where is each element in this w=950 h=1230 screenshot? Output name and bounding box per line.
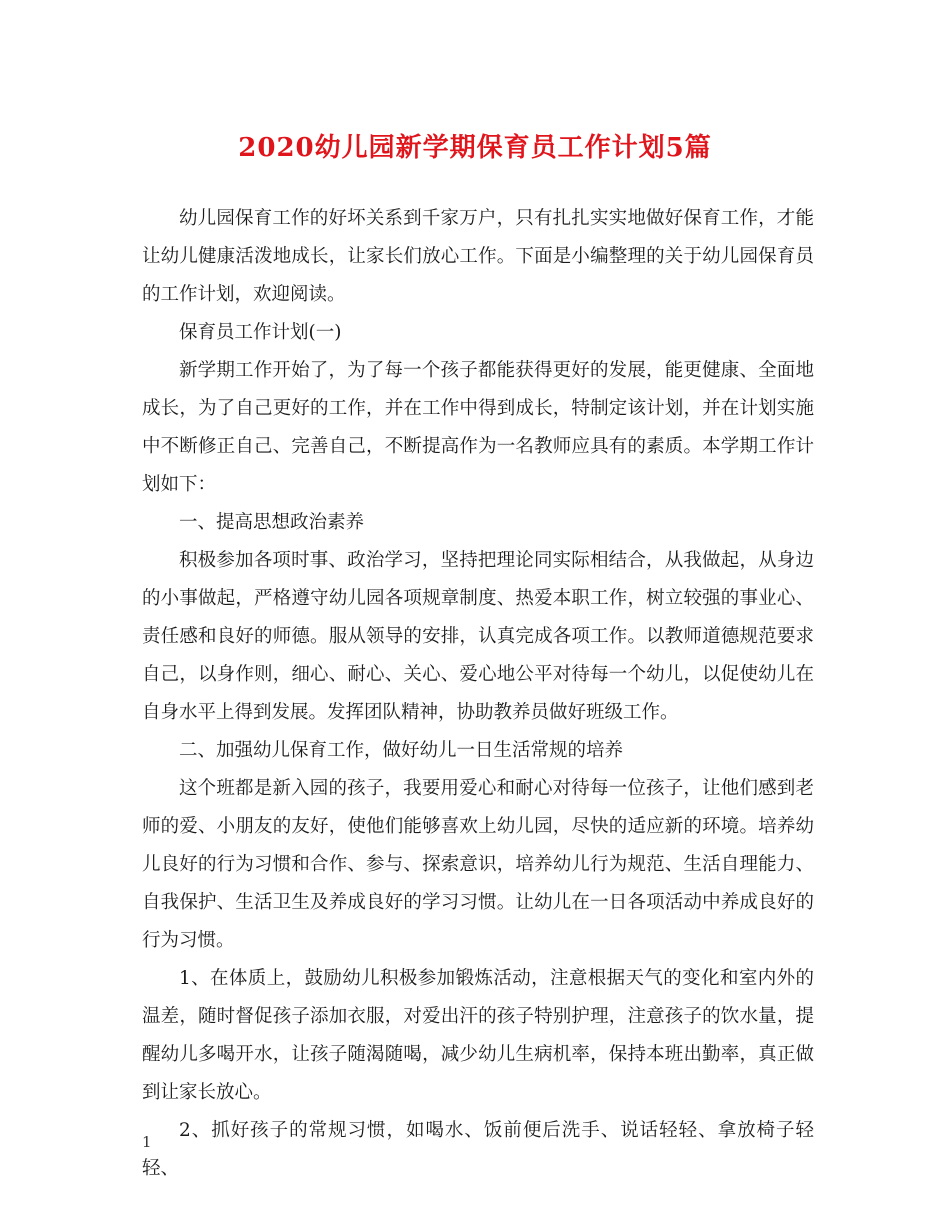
document-title: 2020幼儿园新学期保育员工作计划5篇: [238, 133, 712, 163]
list-item-physical: 1、在体质上，鼓励幼儿积极参加锻炼活动，注意根据天气的变化和室内外的温差，随时督促孩子添加衣服，对爱出汗的孩子特别护理，注意孩子的饮水量，提醒幼儿多喝开水，让孩子随渴随喝，减少幼儿生病机率，保持本班出勤率，真正做到让家长放心。: [142, 968, 814, 1103]
document-body: [142, 200, 814, 1188]
intro-paragraph: 幼儿园保育工作的好坏关系到千家万户，只有扎扎实实地做好保育工作，才能让幼儿健康活泼地成长，让家长们放心工作。下面是小编整理的关于幼儿园保育员的工作计划，欢迎阅读。: [142, 208, 814, 305]
heading-childcare-routine: 二、加强幼儿保育工作，做好幼儿一日生活常规的培养: [179, 740, 624, 761]
list-item-habits: 2、抓好孩子的常规习惯，如喝水、饭前便后洗手、说话轻轻、拿放椅子轻轻、: [142, 1120, 814, 1179]
heading-political-quality: 一、提高思想政治素养: [179, 512, 365, 533]
plan-intro-paragraph: 新学期工作开始了，为了每一个孩子都能获得更好的发展，能更健康、全面地成长，为了自己更好的工作，并在工作中得到成长，特制定该计划，并在计划实施中不断修正自己、完善自己，不断提高作为一名教师应具有的素质。本学期工作计划如下：: [142, 360, 814, 495]
political-quality-paragraph: 积极参加各项时事、政治学习，坚持把理论同实际相结合，从我做起，从身边的小事做起，严格遵守幼儿园各项规章制度、热爱本职工作，树立较强的事业心、责任感和良好的师德。服从领导的安排，认真完成各项工作。以教师道德规范要求自己，以身作则，细心、耐心、关心、爱心地公平对待每一个幼儿，以促使幼儿在自身水平上得到发展。发挥团队精神，协助教养员做好班级工作。: [142, 550, 814, 723]
childcare-routine-paragraph: 这个班都是新入园的孩子，我要用爱心和耐心对待每一位孩子，让他们感到老师的爱、小朋友的友好，使他们能够喜欢上幼儿园，尽快的适应新的环境。培养幼儿良好的行为习惯和合作、参与、探索意识，培养幼儿行为规范、生活自理能力、自我保护、生活卫生及养成良好的学习习惯。让幼儿在一日各项活动中养成良好的行为习惯。: [142, 778, 814, 951]
page-number: 1: [142, 1133, 152, 1151]
section-heading-plan-one: 保育员工作计划(一): [179, 322, 342, 343]
